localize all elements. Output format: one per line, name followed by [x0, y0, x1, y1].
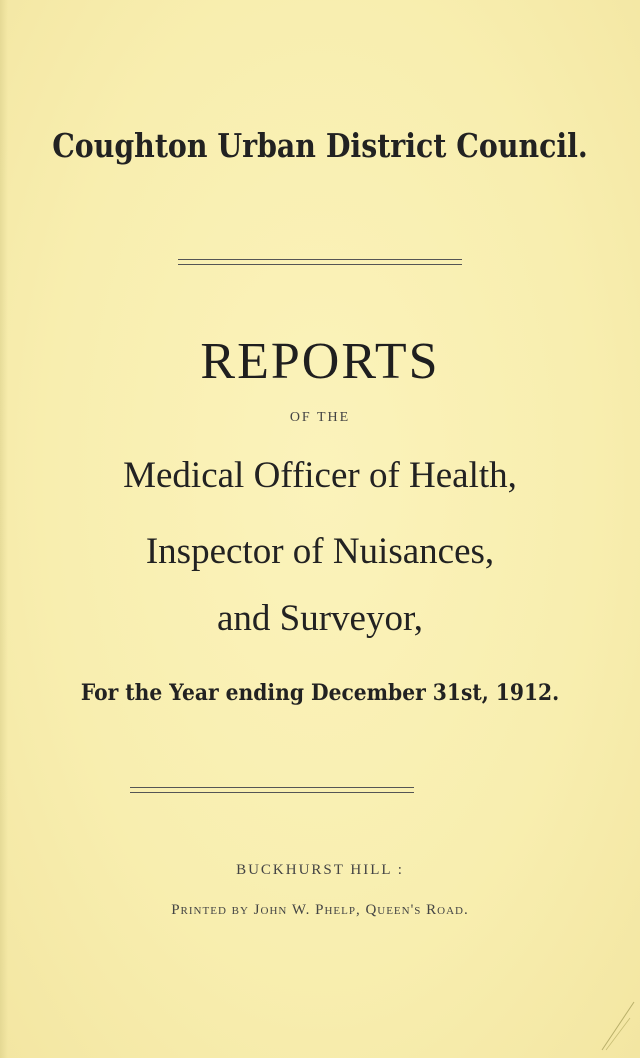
subtitle-surveyor: and Surveyor,	[216, 598, 424, 639]
double-rule-bottom	[130, 787, 414, 793]
subtitle-medical-officer: Medical Officer of Health,	[123, 455, 517, 496]
double-rule-top	[178, 259, 462, 265]
report-period: For the Year ending December 31st, 1912.	[80, 680, 560, 706]
council-heading: Coughton Urban District Council.	[52, 126, 588, 165]
connector-text: OF THE	[289, 410, 351, 425]
main-title: REPORTS	[200, 333, 440, 390]
corner-pencil-mark	[600, 992, 636, 1052]
publication-place: BUCKHURST HILL :	[236, 862, 404, 878]
subtitle-inspector: Inspector of Nuisances,	[145, 531, 495, 572]
printer-imprint: Printed by John W. Phelp, Queen's Road.	[171, 902, 469, 918]
page-edge-shadow	[0, 0, 8, 1058]
